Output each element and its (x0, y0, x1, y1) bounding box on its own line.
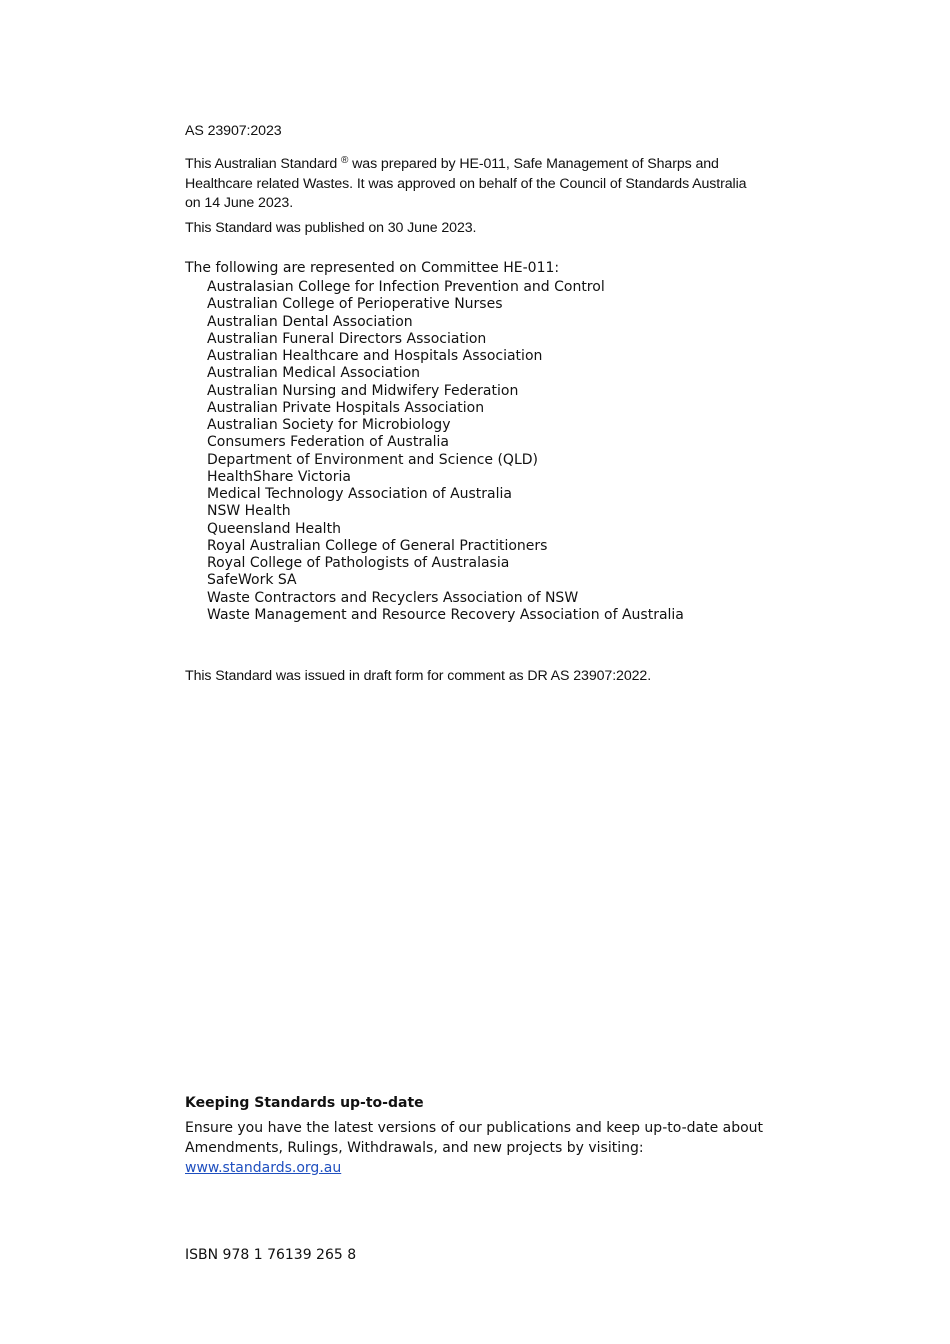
committee-member: Royal College of Pathologists of Australasia (207, 555, 510, 571)
committee-member: SafeWork SA (207, 572, 297, 589)
committee-member: Royal Australian College of General Practitioners (207, 537, 548, 554)
preparation-line3: on 14 June 2023. (185, 195, 294, 211)
keeping-up-to-date-heading: Keeping Standards up-to-date (185, 1095, 424, 1111)
committee-member: Australian College of Perioperative Nurses (207, 296, 503, 313)
committee-member: HealthShare Victoria (207, 468, 351, 485)
committee-member: Waste Management and Resource Recovery Association of Australia (207, 606, 684, 623)
publication-statement: This Standard was published on 30 June 2023. (185, 220, 477, 236)
keeping-up-to-date-body (185, 1118, 763, 1178)
preparation-statement (185, 155, 746, 214)
committee-member: Consumers Federation of Australia (207, 434, 450, 451)
keeping-line1: Ensure you have the latest versions of our publications and keep up-to-date about (185, 1120, 764, 1136)
committee-member: Australian Healthcare and Hospitals Association (207, 348, 543, 364)
keeping-line2: Amendments, Rulings, Withdrawals, and new projects by visiting: (185, 1140, 644, 1156)
committee-member-list (207, 279, 684, 624)
committee-member: Queensland Health (207, 520, 341, 537)
committee-member: Department of Environment and Science (QLD) (207, 451, 538, 468)
committee-member: Australian Nursing and Midwifery Federation (207, 382, 519, 399)
preparation-line2: Healthcare related Wastes. It was approved on behalf of the Council of Standards Australia (185, 175, 747, 192)
committee-member: Australian Private Hospitals Association (207, 399, 485, 416)
registered-mark: ® (341, 155, 349, 166)
draft-statement: This Standard was issued in draft form for comment as DR AS 23907:2022. (185, 668, 652, 684)
committee-member: NSW Health (207, 503, 291, 520)
committee-member: Australian Funeral Directors Association (207, 330, 487, 347)
committee-member: Australasian College for Infection Prevention and Control (207, 279, 605, 295)
committee-member: Waste Contractors and Recyclers Association of NSW (207, 589, 579, 606)
standards-website-link[interactable]: www.standards.org.au (185, 1160, 342, 1176)
preparation-line1-start: This Australian Standard (185, 156, 342, 172)
committee-intro: The following are represented on Committee HE-011: (185, 260, 560, 276)
preparation-line1-end: was prepared by HE-011, Safe Management of Sharps and (348, 156, 719, 172)
committee-member: Medical Technology Association of Australia (207, 486, 512, 502)
standard-designation: AS 23907:2023 (185, 123, 282, 139)
committee-member: Australian Society for Microbiology (207, 417, 451, 433)
committee-member: Australian Dental Association (207, 313, 413, 330)
committee-member: Australian Medical Association (207, 365, 421, 382)
isbn: ISBN 978 1 76139 265 8 (185, 1247, 357, 1263)
